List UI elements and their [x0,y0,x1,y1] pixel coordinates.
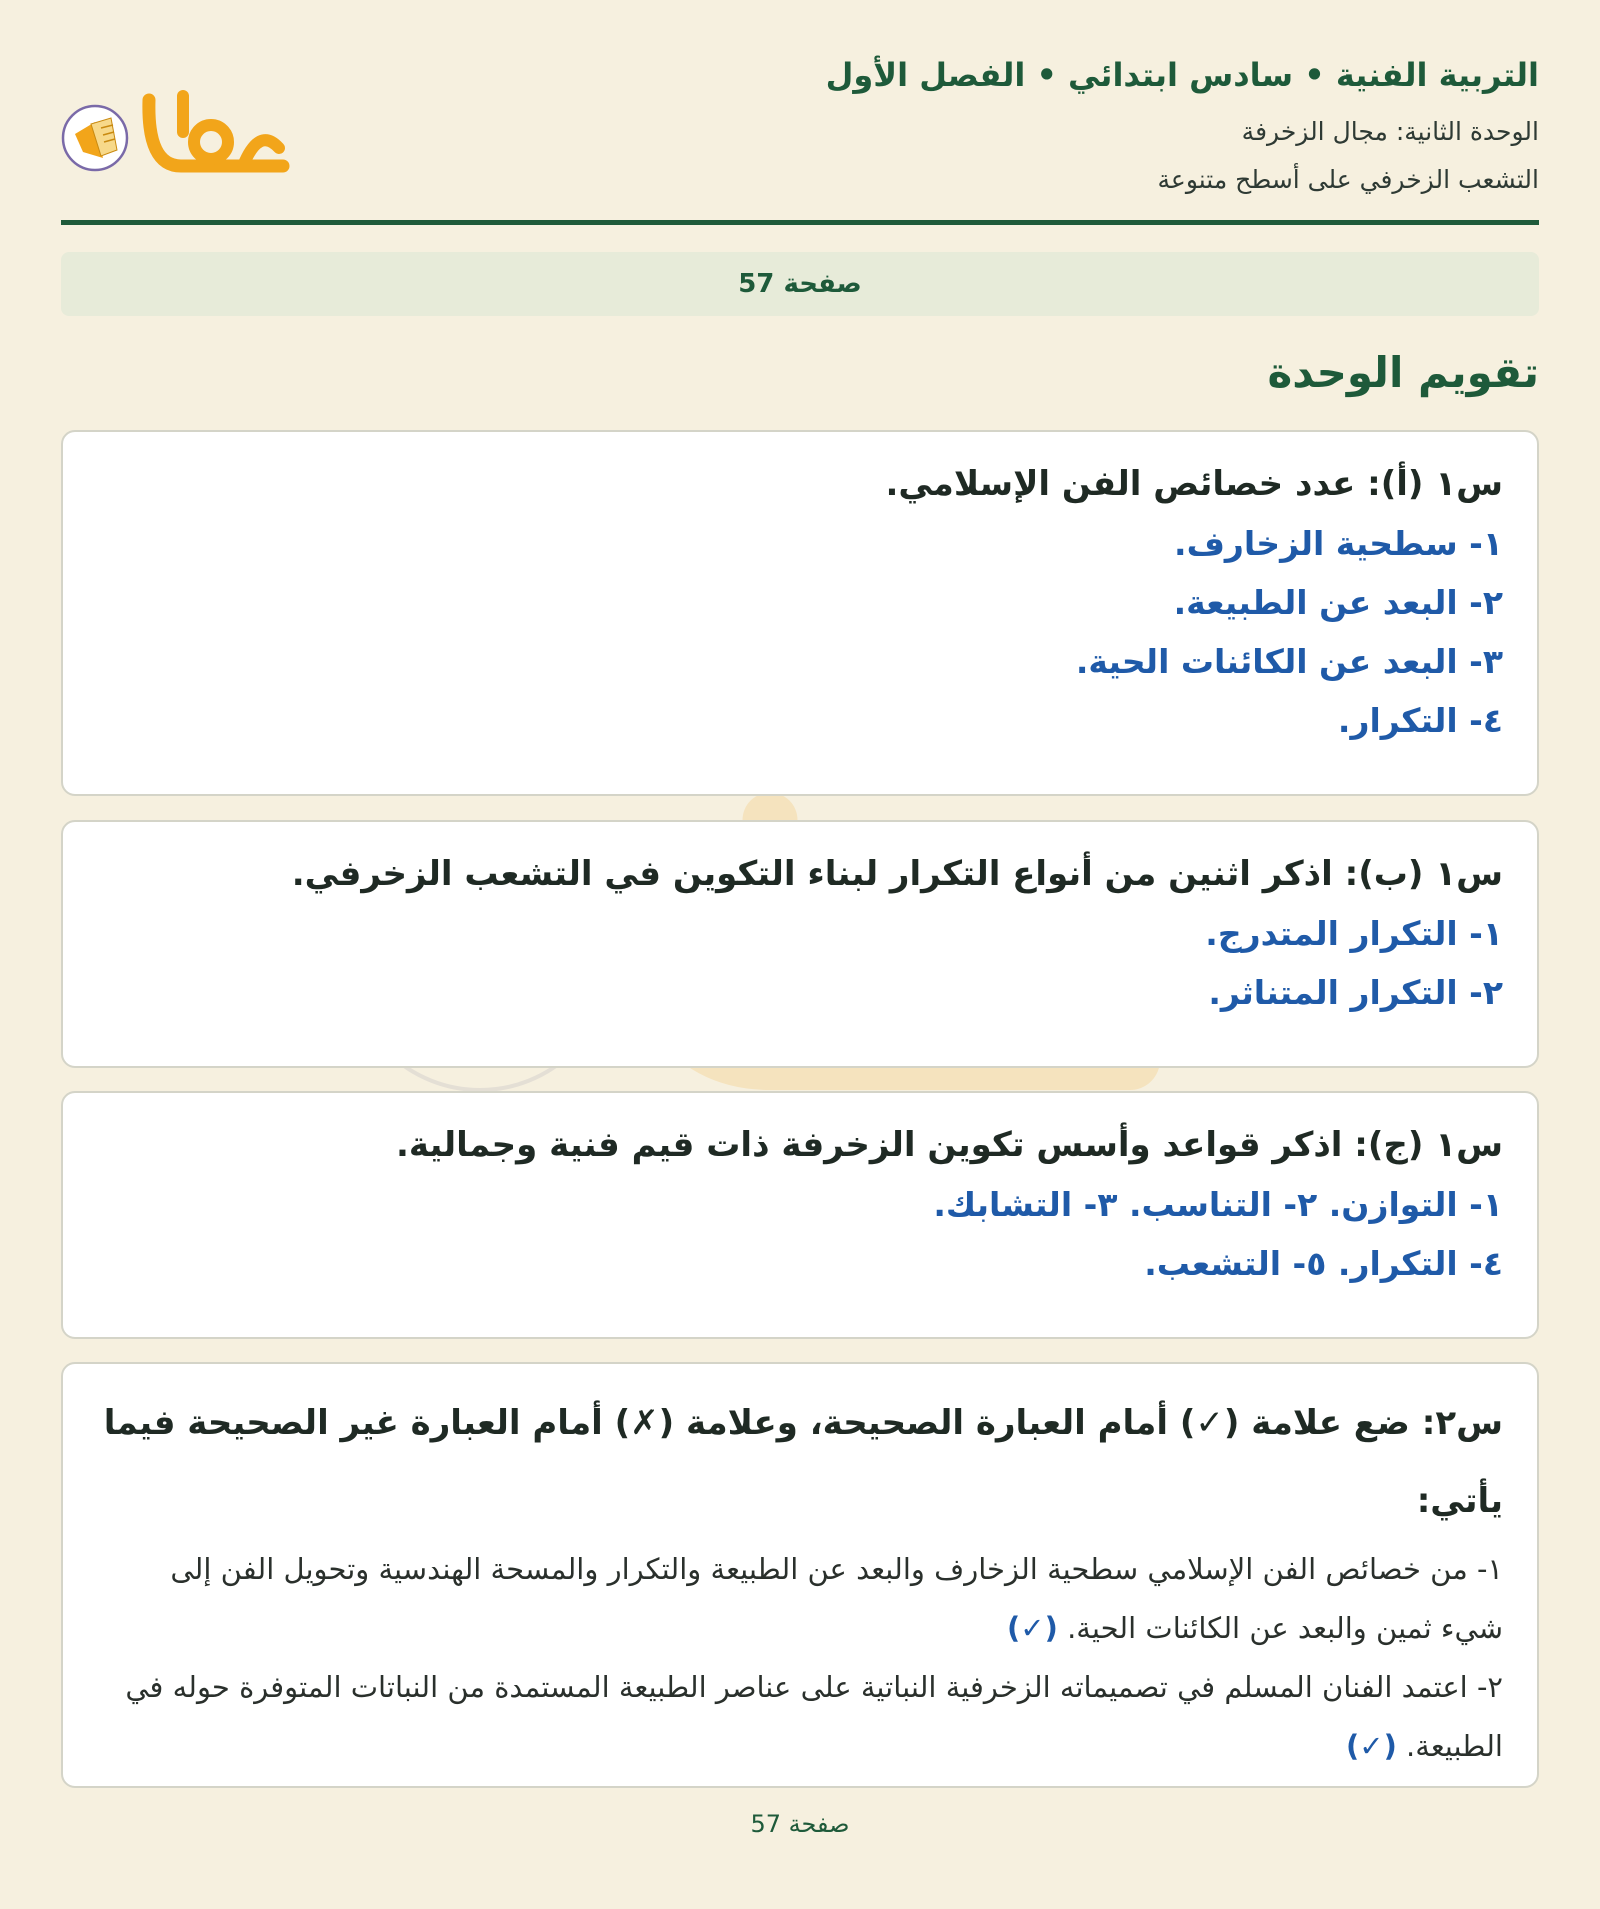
answer-1b-1: ١- التكرار المتدرج. [1205,914,1503,953]
section-title: تقويم الوحدة [1267,348,1539,397]
answer-1c-1: ١- التوازن. ٢- التناسب. ٣- التشابك. [933,1185,1503,1224]
logo-text: حلول [198,128,201,129]
page-number-banner: صفحة 57 [61,252,1539,316]
question-1a: س١ (أ): عدد خصائص الفن الإسلامي. [885,464,1503,504]
question-2: س٢: ضع علامة (✓) أمام العبارة الصحيحة، وعلامة (✗) أمام العبارة غير الصحيحة فيما يأتي: [103,1403,1503,1521]
question-card-2 [61,1362,1539,1788]
answer-1c-2: ٤- التكرار. ٥- التشعب. [1144,1244,1503,1283]
page-footer: صفحة 57 [750,1810,850,1838]
answer-1a-4: ٤- التكرار. [1337,701,1503,740]
answer-1b-2: ٢- التكرار المتناثر. [1208,973,1503,1012]
statement-2-2 [101,1658,1503,1776]
answer-1a-2: ٢- البعد عن الطبيعة. [1173,583,1503,622]
unit-title: الوحدة الثانية: مجال الزخرفة [1241,117,1539,146]
page [61,0,1539,1909]
hulul-logo [61,88,291,178]
answer-1a-1: ١- سطحية الزخارف. [1174,524,1503,563]
statement-2-2-text: ٢- اعتمد الفنان المسلم في تصميماته الزخرفية النباتية على عناصر الطبيعة المستمدة من النباتات المتوفرة حوله في الطبيعة. [125,1670,1503,1763]
check-mark-2-1: (✓) [1007,1611,1058,1645]
question-card-1c [61,1091,1539,1339]
question-card-1b [61,820,1539,1068]
question-1b: س١ (ب): اذكر اثنين من أنواع التكرار لبناء التكوين في التشعب الزخرفي. [291,854,1503,894]
check-mark-2-2: (✓) [1346,1729,1397,1763]
question-1c: س١ (ج): اذكر قواعد وأسس تكوين الزخرفة ذات قيم فنية وجمالية. [395,1125,1503,1165]
answer-1a-3: ٣- البعد عن الكائنات الحية. [1075,642,1503,681]
page-header [61,50,1539,225]
lesson-title: التشعب الزخرفي على أسطح متنوعة [1157,165,1539,194]
question-card-1a [61,430,1539,796]
statement-2-1 [101,1540,1503,1658]
subject-line: التربية الفنية • سادس ابتدائي • الفصل الأول [825,56,1539,94]
statement-2-1-text: ١- من خصائص الفن الإسلامي سطحية الزخارف والبعد عن الطبيعة والتكرار والمسحة الهندسية وتحويل الفن إلى شيء ثمين والبعد عن الكائنات الحية. [170,1552,1503,1645]
header-text [826,50,1539,210]
